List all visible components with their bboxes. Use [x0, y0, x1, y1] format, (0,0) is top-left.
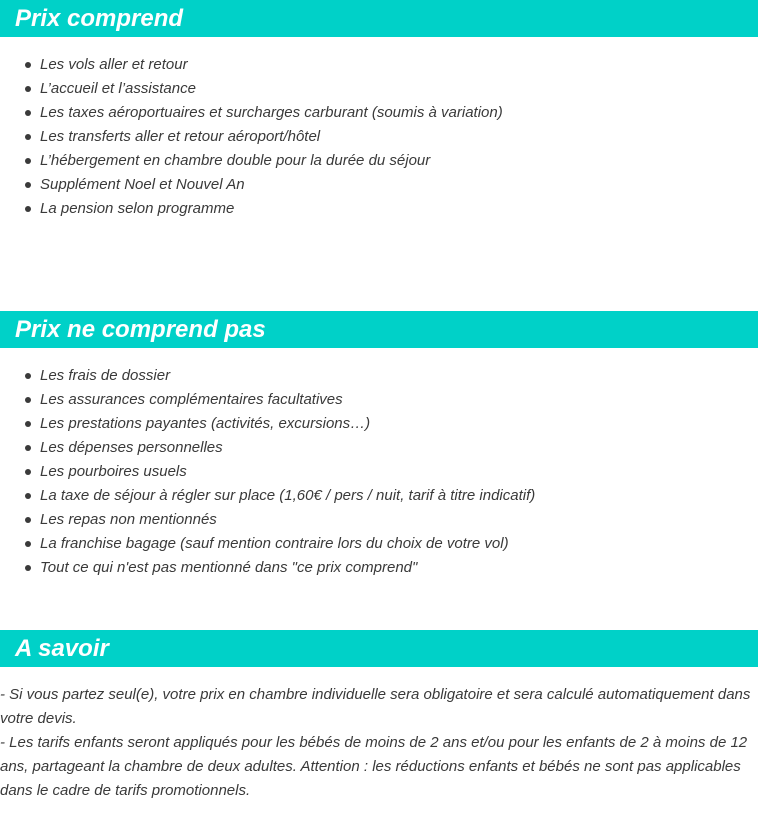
list-item: Les repas non mentionnés: [0, 508, 535, 532]
info-paragraph: - Les tarifs enfants seront appliqués pour les bébés de moins de 2 ans et/ou pour les enfants de 2 à moins de 12 ans, partageant la chambre de deux adultes. Attention : les réductions enfants et bébés ne sont pas applicables dans le cadre de tarifs promotionnels.: [0, 734, 748, 799]
excluded-section-header: [0, 311, 758, 348]
list-item: Les pourboires usuels: [0, 460, 535, 484]
list-item: Les prestations payantes (activités, excursions…): [0, 412, 535, 436]
list-item: L’accueil et l’assistance: [0, 77, 503, 101]
list-item: La pension selon programme: [0, 197, 503, 221]
info-title: A savoir: [15, 635, 109, 662]
excluded-title: Prix ne comprend pas: [15, 316, 266, 343]
included-title: Prix comprend: [15, 5, 184, 32]
included-section-header: [0, 0, 758, 37]
list-item: Les taxes aéroportuaires et surcharges carburant (soumis à variation): [0, 101, 503, 125]
list-item: Les transferts aller et retour aéroport/hôtel: [0, 125, 503, 149]
list-item: Les dépenses personnelles: [0, 436, 535, 460]
excluded-list: [0, 364, 535, 580]
included-list: [0, 53, 503, 221]
info-section-header: [0, 630, 758, 667]
list-item: La taxe de séjour à régler sur place (1,60€ / pers / nuit, tarif à titre indicatif): [0, 484, 535, 508]
list-item: Supplément Noel et Nouvel An: [0, 173, 503, 197]
list-item: Les vols aller et retour: [0, 53, 503, 77]
list-item: Tout ce qui n'est pas mentionné dans "ce prix comprend": [0, 556, 535, 580]
list-item: L’hébergement en chambre double pour la durée du séjour: [0, 149, 503, 173]
list-item: La franchise bagage (sauf mention contraire lors du choix de votre vol): [0, 532, 535, 556]
list-item: Les frais de dossier: [0, 364, 535, 388]
info-text: [0, 683, 758, 803]
list-item: Les assurances complémentaires facultatives: [0, 388, 535, 412]
info-paragraph: - Si vous partez seul(e), votre prix en chambre individuelle sera obligatoire et sera calculé automatiquement dans votre devis.: [0, 686, 751, 727]
